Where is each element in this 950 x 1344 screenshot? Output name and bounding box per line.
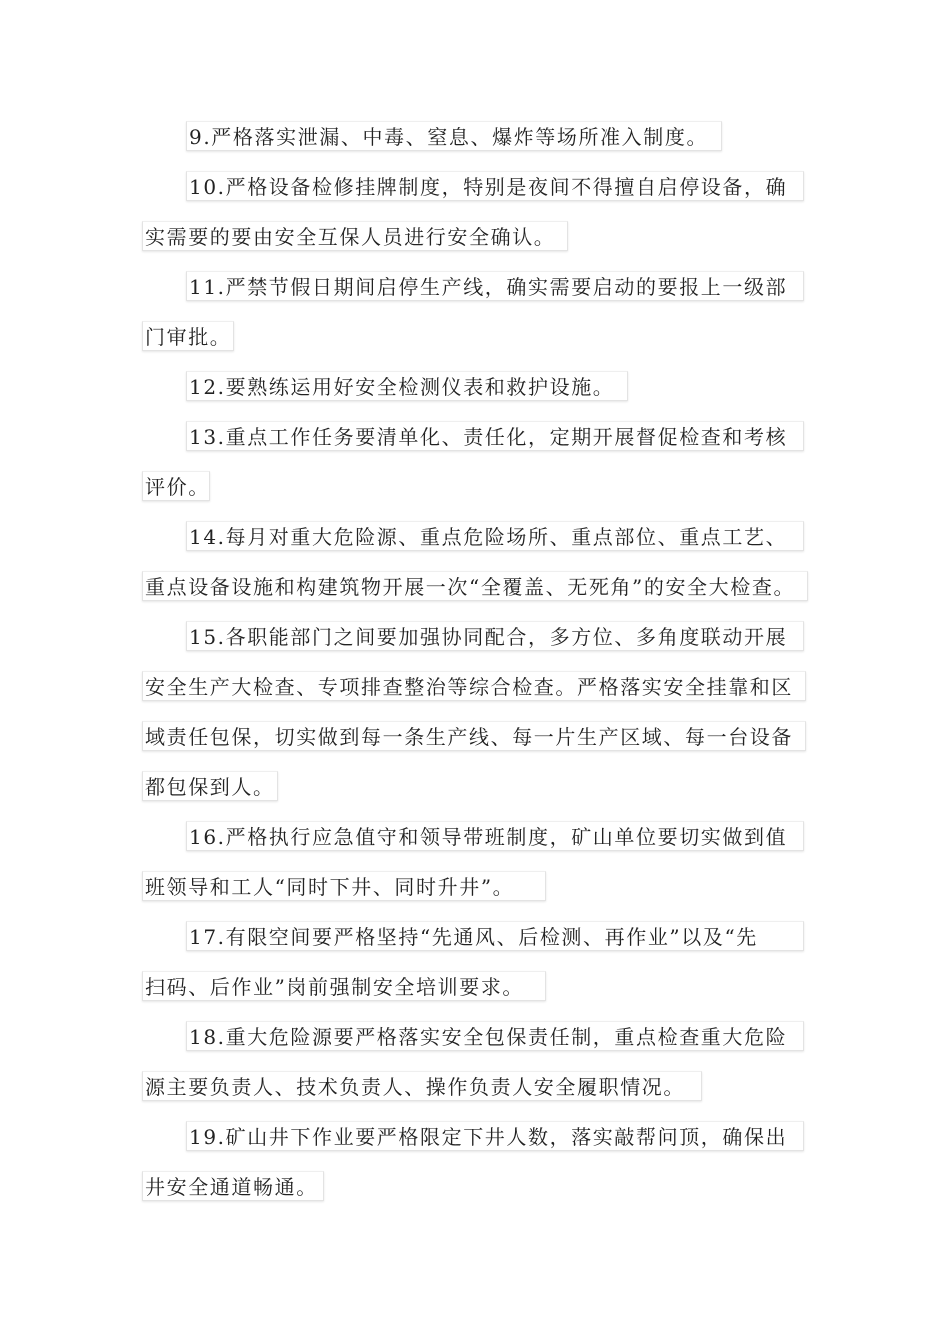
- text-line-item12: 12.要熟练运用好安全检测仪表和救护设施。: [186, 371, 628, 401]
- text-line-item10-b: 实需要的要由安全互保人员进行安全确认。: [142, 221, 568, 251]
- text-line-item13-b: 评价。: [142, 471, 210, 501]
- text-line-item13-a: 13.重点工作任务要清单化、责任化，定期开展督促检查和考核: [186, 421, 804, 451]
- text-line-item17-b: 扫码、后作业”岗前强制安全培训要求。: [142, 971, 546, 1001]
- text-line-item19-a: 19.矿山井下作业要严格限定下井人数，落实敲帮问顶，确保出: [186, 1121, 804, 1151]
- text-line-item16-a: 16.严格执行应急值守和领导带班制度，矿山单位要切实做到值: [186, 821, 804, 851]
- text-line-item11-b: 门审批。: [142, 321, 234, 351]
- text-line-item10-a: 10.严格设备检修挂牌制度，特别是夜间不得擅自启停设备，确: [186, 171, 804, 201]
- text-line-item15-a: 15.各职能部门之间要加强协同配合，多方位、多角度联动开展: [186, 621, 804, 651]
- text-line-item15-b: 安全生产大检查、专项排查整治等综合检查。严格落实安全挂靠和区: [142, 671, 806, 701]
- text-line-item16-b: 班领导和工人“同时下井、同时升井”。: [142, 871, 546, 901]
- text-line-item17-a: 17.有限空间要严格坚持“先通风、后检测、再作业”以及“先: [186, 921, 804, 951]
- text-line-item19-b: 井安全通道畅通。: [142, 1171, 324, 1201]
- text-line-item14-b: 重点设备设施和构建筑物开展一次“全覆盖、无死角”的安全大检查。: [142, 571, 808, 601]
- text-line-item15-d: 都包保到人。: [142, 771, 278, 801]
- text-line-item18-b: 源主要负责人、技术负责人、操作负责人安全履职情况。: [142, 1071, 702, 1101]
- text-line-item14-a: 14.每月对重大危险源、重点危险场所、重点部位、重点工艺、: [186, 521, 804, 551]
- text-line-item9: 9.严格落实泄漏、中毒、窒息、爆炸等场所准入制度。: [186, 121, 722, 151]
- text-line-item18-a: 18.重大危险源要严格落实安全包保责任制，重点检查重大危险: [186, 1021, 804, 1051]
- text-line-item15-c: 域责任包保，切实做到每一条生产线、每一片生产区域、每一台设备: [142, 721, 806, 751]
- text-line-item11-a: 11.严禁节假日期间启停生产线，确实需要启动的要报上一级部: [186, 271, 804, 301]
